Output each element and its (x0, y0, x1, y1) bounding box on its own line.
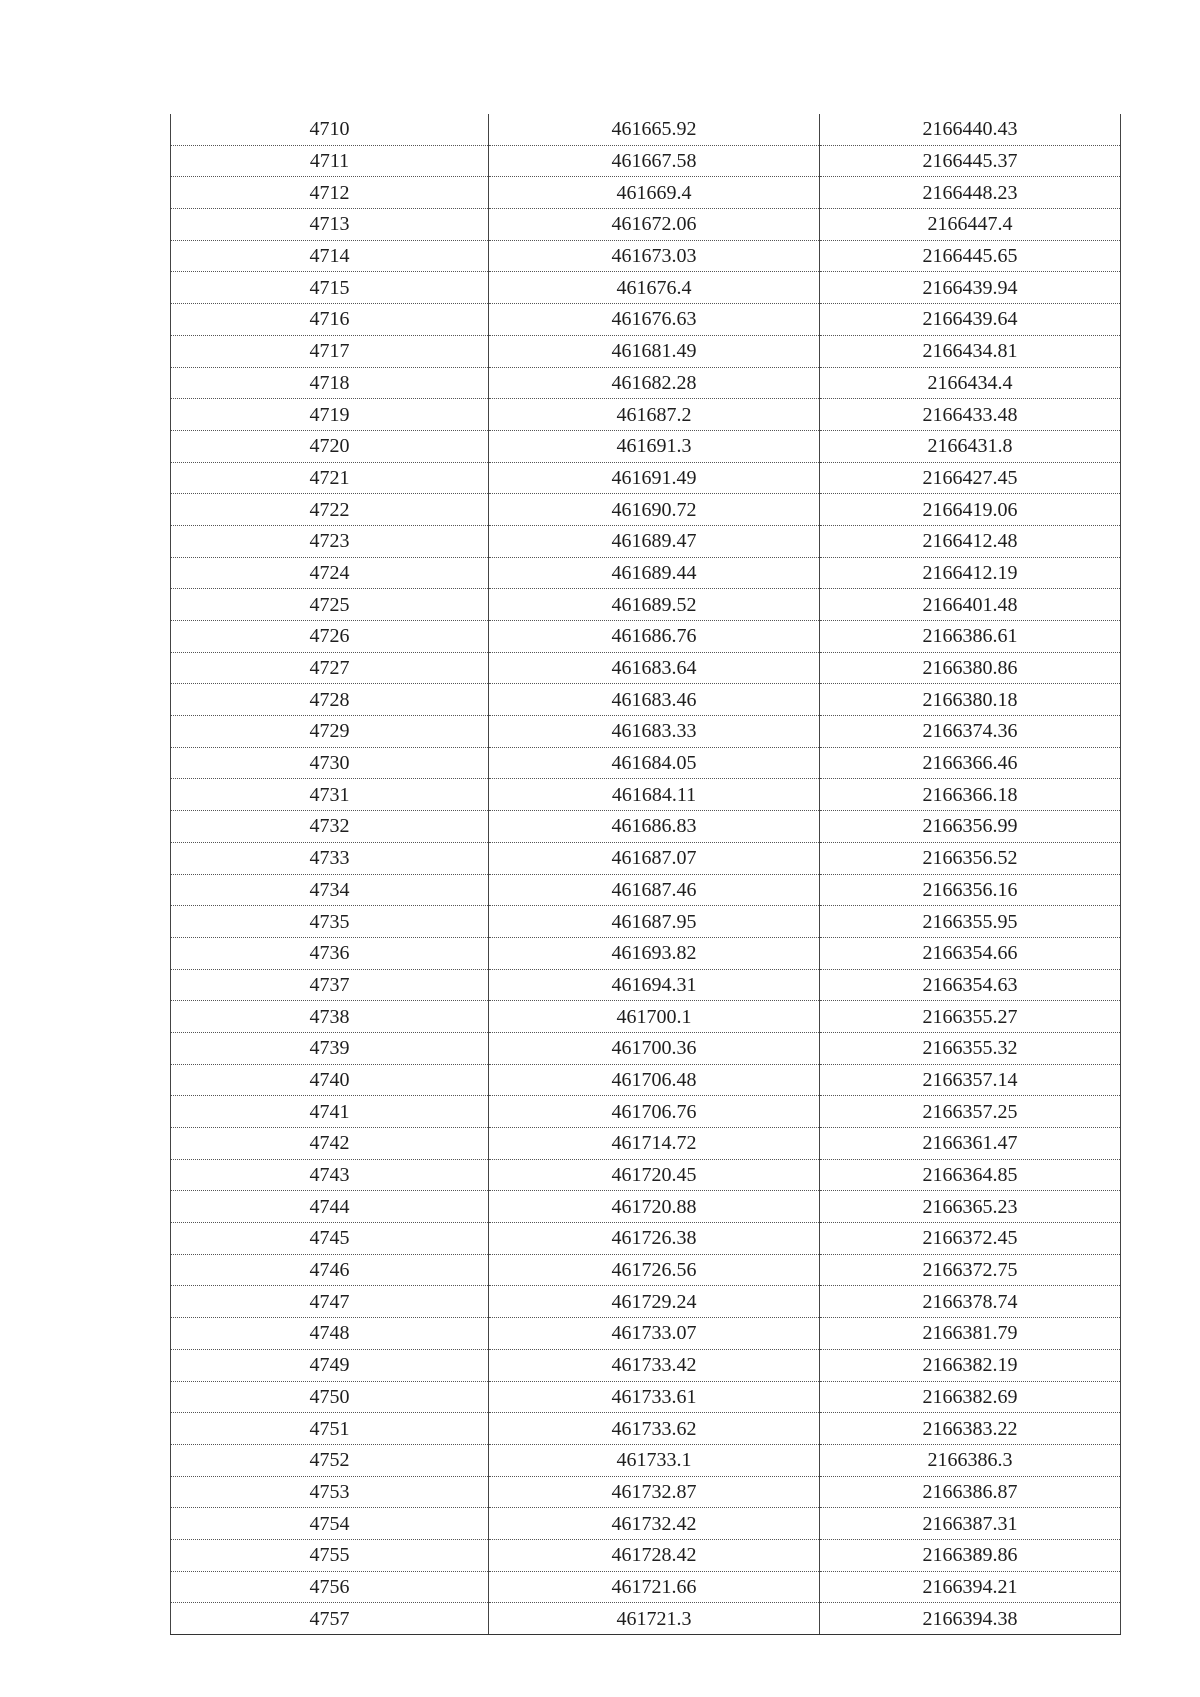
table-row (171, 272, 1121, 304)
table-row (171, 1064, 1121, 1096)
table-row (171, 1413, 1121, 1445)
table-row (171, 430, 1121, 462)
table-row (171, 1191, 1121, 1223)
table-row (171, 1476, 1121, 1508)
x-coordinate-cell: 461687.46 (489, 874, 820, 906)
x-coordinate-cell: 461691.49 (489, 462, 820, 494)
table-row (171, 1539, 1121, 1571)
point-id-cell: 4725 (171, 589, 489, 621)
table-row (171, 335, 1121, 367)
table-row (171, 240, 1121, 272)
coordinates-table (170, 114, 1121, 1635)
table-row (171, 906, 1121, 938)
point-id-cell: 4756 (171, 1571, 489, 1603)
x-coordinate-cell: 461665.92 (489, 114, 820, 145)
x-coordinate-cell: 461669.4 (489, 177, 820, 209)
x-coordinate-cell: 461706.76 (489, 1096, 820, 1128)
y-coordinate-cell: 2166374.36 (820, 716, 1121, 748)
point-id-cell: 4746 (171, 1254, 489, 1286)
x-coordinate-cell: 461687.95 (489, 906, 820, 938)
table-row (171, 1254, 1121, 1286)
y-coordinate-cell: 2166445.65 (820, 240, 1121, 272)
y-coordinate-cell: 2166355.32 (820, 1032, 1121, 1064)
y-coordinate-cell: 2166366.46 (820, 747, 1121, 779)
table-row (171, 1381, 1121, 1413)
point-id-cell: 4749 (171, 1349, 489, 1381)
y-coordinate-cell: 2166361.47 (820, 1128, 1121, 1160)
point-id-cell: 4728 (171, 684, 489, 716)
point-id-cell: 4742 (171, 1128, 489, 1160)
point-id-cell: 4719 (171, 399, 489, 431)
x-coordinate-cell: 461691.3 (489, 430, 820, 462)
point-id-cell: 4751 (171, 1413, 489, 1445)
y-coordinate-cell: 2166394.38 (820, 1603, 1121, 1635)
table-row (171, 969, 1121, 1001)
x-coordinate-cell: 461728.42 (489, 1539, 820, 1571)
x-coordinate-cell: 461732.42 (489, 1508, 820, 1540)
x-coordinate-cell: 461720.88 (489, 1191, 820, 1223)
point-id-cell: 4729 (171, 716, 489, 748)
point-id-cell: 4714 (171, 240, 489, 272)
table-row (171, 747, 1121, 779)
point-id-cell: 4715 (171, 272, 489, 304)
x-coordinate-cell: 461694.31 (489, 969, 820, 1001)
x-coordinate-cell: 461684.11 (489, 779, 820, 811)
y-coordinate-cell: 2166356.99 (820, 811, 1121, 843)
x-coordinate-cell: 461682.28 (489, 367, 820, 399)
y-coordinate-cell: 2166355.95 (820, 906, 1121, 938)
point-id-cell: 4721 (171, 462, 489, 494)
x-coordinate-cell: 461714.72 (489, 1128, 820, 1160)
x-coordinate-cell: 461700.1 (489, 1001, 820, 1033)
point-id-cell: 4732 (171, 811, 489, 843)
x-coordinate-cell: 461693.82 (489, 937, 820, 969)
y-coordinate-cell: 2166448.23 (820, 177, 1121, 209)
point-id-cell: 4752 (171, 1444, 489, 1476)
point-id-cell: 4717 (171, 335, 489, 367)
table-row (171, 367, 1121, 399)
x-coordinate-cell: 461690.72 (489, 494, 820, 526)
y-coordinate-cell: 2166383.22 (820, 1413, 1121, 1445)
y-coordinate-cell: 2166354.63 (820, 969, 1121, 1001)
x-coordinate-cell: 461672.06 (489, 209, 820, 241)
table-row (171, 1001, 1121, 1033)
point-id-cell: 4739 (171, 1032, 489, 1064)
table-row (171, 874, 1121, 906)
table-row (171, 779, 1121, 811)
point-id-cell: 4716 (171, 304, 489, 336)
y-coordinate-cell: 2166356.52 (820, 842, 1121, 874)
table-row (171, 842, 1121, 874)
y-coordinate-cell: 2166386.3 (820, 1444, 1121, 1476)
point-id-cell: 4740 (171, 1064, 489, 1096)
table-row (171, 1571, 1121, 1603)
y-coordinate-cell: 2166386.61 (820, 621, 1121, 653)
x-coordinate-cell: 461676.4 (489, 272, 820, 304)
point-id-cell: 4722 (171, 494, 489, 526)
table-row (171, 114, 1121, 145)
y-coordinate-cell: 2166440.43 (820, 114, 1121, 145)
y-coordinate-cell: 2166354.66 (820, 937, 1121, 969)
point-id-cell: 4745 (171, 1223, 489, 1255)
point-id-cell: 4750 (171, 1381, 489, 1413)
table-row (171, 1096, 1121, 1128)
y-coordinate-cell: 2166412.19 (820, 557, 1121, 589)
table-row (171, 652, 1121, 684)
x-coordinate-cell: 461683.46 (489, 684, 820, 716)
x-coordinate-cell: 461676.63 (489, 304, 820, 336)
y-coordinate-cell: 2166372.45 (820, 1223, 1121, 1255)
y-coordinate-cell: 2166394.21 (820, 1571, 1121, 1603)
point-id-cell: 4741 (171, 1096, 489, 1128)
x-coordinate-cell: 461681.49 (489, 335, 820, 367)
y-coordinate-cell: 2166381.79 (820, 1318, 1121, 1350)
x-coordinate-cell: 461733.62 (489, 1413, 820, 1445)
y-coordinate-cell: 2166427.45 (820, 462, 1121, 494)
x-coordinate-cell: 461667.58 (489, 145, 820, 177)
point-id-cell: 4744 (171, 1191, 489, 1223)
y-coordinate-cell: 2166412.48 (820, 525, 1121, 557)
x-coordinate-cell: 461684.05 (489, 747, 820, 779)
table-row (171, 462, 1121, 494)
table-row (171, 716, 1121, 748)
y-coordinate-cell: 2166433.48 (820, 399, 1121, 431)
table-row (171, 1223, 1121, 1255)
point-id-cell: 4738 (171, 1001, 489, 1033)
point-id-cell: 4711 (171, 145, 489, 177)
point-id-cell: 4747 (171, 1286, 489, 1318)
x-coordinate-cell: 461686.83 (489, 811, 820, 843)
x-coordinate-cell: 461683.64 (489, 652, 820, 684)
y-coordinate-cell: 2166387.31 (820, 1508, 1121, 1540)
point-id-cell: 4737 (171, 969, 489, 1001)
table-row (171, 589, 1121, 621)
point-id-cell: 4724 (171, 557, 489, 589)
y-coordinate-cell: 2166380.18 (820, 684, 1121, 716)
y-coordinate-cell: 2166382.69 (820, 1381, 1121, 1413)
y-coordinate-cell: 2166357.25 (820, 1096, 1121, 1128)
x-coordinate-cell: 461721.3 (489, 1603, 820, 1635)
y-coordinate-cell: 2166389.86 (820, 1539, 1121, 1571)
y-coordinate-cell: 2166382.19 (820, 1349, 1121, 1381)
point-id-cell: 4748 (171, 1318, 489, 1350)
point-id-cell: 4754 (171, 1508, 489, 1540)
point-id-cell: 4731 (171, 779, 489, 811)
point-id-cell: 4735 (171, 906, 489, 938)
y-coordinate-cell: 2166366.18 (820, 779, 1121, 811)
table-row (171, 1508, 1121, 1540)
table-row (171, 209, 1121, 241)
table-row (171, 145, 1121, 177)
x-coordinate-cell: 461733.61 (489, 1381, 820, 1413)
y-coordinate-cell: 2166364.85 (820, 1159, 1121, 1191)
point-id-cell: 4753 (171, 1476, 489, 1508)
y-coordinate-cell: 2166419.06 (820, 494, 1121, 526)
y-coordinate-cell: 2166439.94 (820, 272, 1121, 304)
x-coordinate-cell: 461726.38 (489, 1223, 820, 1255)
table-row (171, 1318, 1121, 1350)
table-row (171, 1159, 1121, 1191)
y-coordinate-cell: 2166372.75 (820, 1254, 1121, 1286)
point-id-cell: 4755 (171, 1539, 489, 1571)
table-row (171, 304, 1121, 336)
x-coordinate-cell: 461720.45 (489, 1159, 820, 1191)
y-coordinate-cell: 2166434.4 (820, 367, 1121, 399)
point-id-cell: 4726 (171, 621, 489, 653)
x-coordinate-cell: 461687.2 (489, 399, 820, 431)
point-id-cell: 4736 (171, 937, 489, 969)
x-coordinate-cell: 461686.76 (489, 621, 820, 653)
y-coordinate-cell: 2166355.27 (820, 1001, 1121, 1033)
point-id-cell: 4720 (171, 430, 489, 462)
point-id-cell: 4743 (171, 1159, 489, 1191)
table-row (171, 811, 1121, 843)
x-coordinate-cell: 461729.24 (489, 1286, 820, 1318)
table-row (171, 399, 1121, 431)
x-coordinate-cell: 461689.52 (489, 589, 820, 621)
y-coordinate-cell: 2166447.4 (820, 209, 1121, 241)
point-id-cell: 4718 (171, 367, 489, 399)
y-coordinate-cell: 2166439.64 (820, 304, 1121, 336)
y-coordinate-cell: 2166380.86 (820, 652, 1121, 684)
table-row (171, 1032, 1121, 1064)
point-id-cell: 4723 (171, 525, 489, 557)
y-coordinate-cell: 2166357.14 (820, 1064, 1121, 1096)
table-row (171, 621, 1121, 653)
table-row (171, 494, 1121, 526)
table-row (171, 1603, 1121, 1635)
y-coordinate-cell: 2166356.16 (820, 874, 1121, 906)
table-row (171, 1286, 1121, 1318)
x-coordinate-cell: 461706.48 (489, 1064, 820, 1096)
y-coordinate-cell: 2166401.48 (820, 589, 1121, 621)
point-id-cell: 4710 (171, 114, 489, 145)
point-id-cell: 4713 (171, 209, 489, 241)
y-coordinate-cell: 2166365.23 (820, 1191, 1121, 1223)
point-id-cell: 4727 (171, 652, 489, 684)
x-coordinate-cell: 461721.66 (489, 1571, 820, 1603)
table-row (171, 684, 1121, 716)
table-row (171, 1444, 1121, 1476)
table-row (171, 1128, 1121, 1160)
x-coordinate-cell: 461726.56 (489, 1254, 820, 1286)
x-coordinate-cell: 461689.44 (489, 557, 820, 589)
x-coordinate-cell: 461733.42 (489, 1349, 820, 1381)
y-coordinate-cell: 2166431.8 (820, 430, 1121, 462)
table-row (171, 937, 1121, 969)
y-coordinate-cell: 2166434.81 (820, 335, 1121, 367)
point-id-cell: 4733 (171, 842, 489, 874)
coordinates-table-body (171, 114, 1121, 1635)
point-id-cell: 4734 (171, 874, 489, 906)
table-row (171, 177, 1121, 209)
x-coordinate-cell: 461687.07 (489, 842, 820, 874)
y-coordinate-cell: 2166386.87 (820, 1476, 1121, 1508)
x-coordinate-cell: 461732.87 (489, 1476, 820, 1508)
table-row (171, 525, 1121, 557)
point-id-cell: 4712 (171, 177, 489, 209)
y-coordinate-cell: 2166378.74 (820, 1286, 1121, 1318)
table-row (171, 557, 1121, 589)
x-coordinate-cell: 461733.07 (489, 1318, 820, 1350)
x-coordinate-cell: 461700.36 (489, 1032, 820, 1064)
point-id-cell: 4730 (171, 747, 489, 779)
x-coordinate-cell: 461689.47 (489, 525, 820, 557)
x-coordinate-cell: 461733.1 (489, 1444, 820, 1476)
y-coordinate-cell: 2166445.37 (820, 145, 1121, 177)
table-row (171, 1349, 1121, 1381)
x-coordinate-cell: 461683.33 (489, 716, 820, 748)
point-id-cell: 4757 (171, 1603, 489, 1635)
x-coordinate-cell: 461673.03 (489, 240, 820, 272)
